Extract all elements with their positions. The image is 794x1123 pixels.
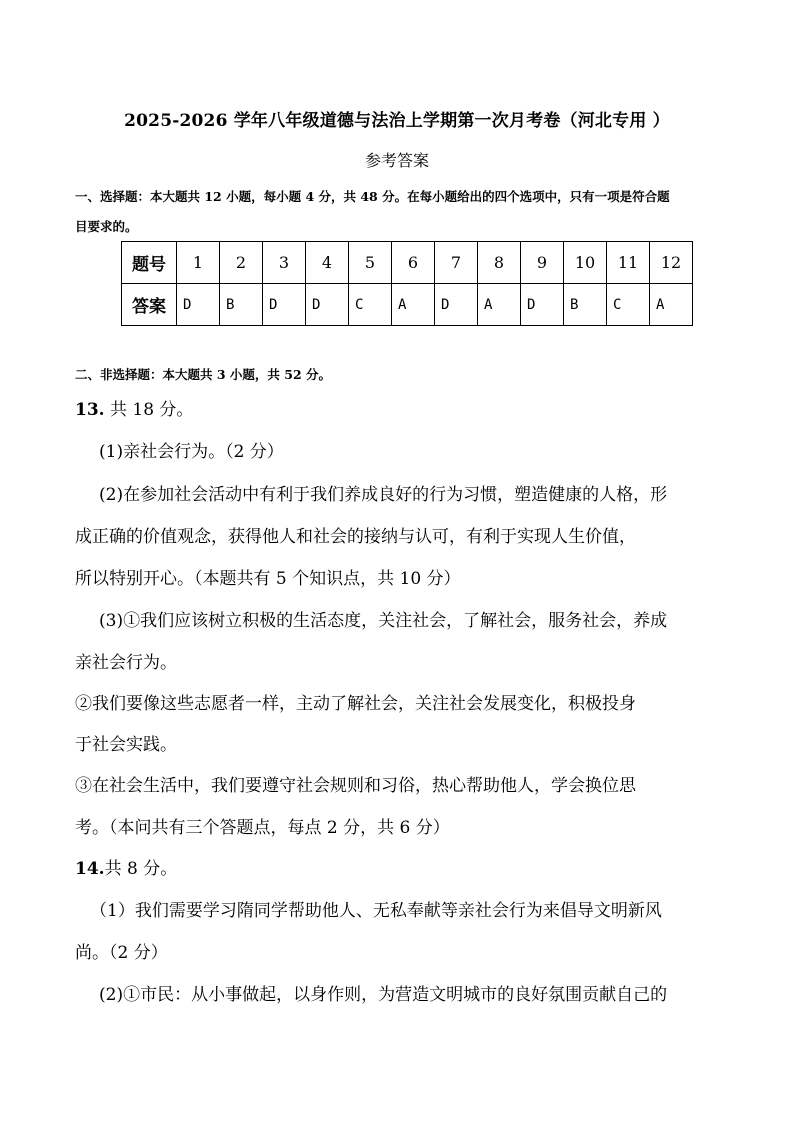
q14-part2-line1: (2)①市民：从小事做起，以身作则，为营造文明城市的良好氛围贡献自己的 — [99, 985, 668, 1005]
q13-part3-line2: 亲社会行为。 — [75, 653, 177, 673]
table-cell-number: 5 — [349, 242, 392, 284]
table-cell-answer: A — [478, 284, 521, 326]
table-cell-number: 4 — [306, 242, 349, 284]
q13-points: 共 18 分。 — [104, 400, 194, 420]
q13-part1: (1)亲社会行为。（2 分） — [99, 442, 284, 462]
table-header-answer: 答案 — [122, 284, 177, 326]
table-header-number: 题号 — [122, 242, 177, 284]
table-cell-number: 10 — [564, 242, 607, 284]
q14-part1-line2: 尚。（2 分） — [75, 943, 168, 963]
table-cell-answer: D — [306, 284, 349, 326]
q13-part2-line3: 所以特别开心。（本题共有 5 个知识点，共 10 分） — [75, 569, 461, 589]
answer-table-answers-row — [122, 284, 693, 326]
table-cell-answer: D — [263, 284, 306, 326]
page-title: 2025-2026 学年八年级道德与法治上学期第一次月考卷（河北专用 ） — [124, 111, 670, 131]
section-2-heading: 二、非选择题：本大题共 3 小题，共 52 分。 — [75, 367, 332, 382]
q13-heading — [75, 399, 735, 421]
table-cell-number: 8 — [478, 242, 521, 284]
q14-number: 14. — [75, 859, 105, 879]
table-cell-number: 2 — [220, 242, 263, 284]
q13-number: 13. — [75, 400, 105, 420]
answer-table — [121, 241, 693, 326]
answer-table-numbers-row — [122, 242, 693, 284]
q13-part2-line2: 成正确的价值观念，获得他人和社会的接纳与认可，有利于实现人生价值， — [75, 527, 636, 547]
page-subtitle: 参考答案 — [364, 151, 429, 170]
q13-part2-line1: (2)在参加社会活动中有利于我们养成良好的行为习惯，塑造健康的人格，形 — [99, 485, 668, 505]
q14-heading — [75, 858, 735, 880]
table-cell-number: 1 — [177, 242, 220, 284]
table-cell-answer: D — [435, 284, 478, 326]
q13-part3-line1: (3)①我们应该树立积极的生活态度，关注社会，了解社会，服务社会，养成 — [99, 611, 668, 631]
q13-point3-line1: ③在社会生活中，我们要遵守社会规则和习俗，热心帮助他人，学会换位思 — [75, 776, 636, 796]
q14-points: 共 8 分。 — [104, 859, 178, 879]
table-cell-answer: B — [564, 284, 607, 326]
table-cell-number: 9 — [521, 242, 564, 284]
table-cell-answer: D — [177, 284, 220, 326]
table-cell-number: 12 — [650, 242, 693, 284]
section-1-line-1: 一、选择题：本大题共 12 小题，每小题 4 分，共 48 分。在每小题给出的四个选项中，只有一项是符合题 — [75, 189, 670, 204]
table-cell-answer: D — [521, 284, 564, 326]
q13-point2-line1: ②我们要像这些志愿者一样，主动了解社会，关注社会发展变化，积极投身 — [75, 694, 636, 714]
table-cell-answer: B — [220, 284, 263, 326]
q14-part1-line1: （1）我们需要学习隋同学帮助他人、无私奉献等亲社会行为来倡导文明新风 — [90, 901, 662, 921]
table-cell-answer: C — [607, 284, 650, 326]
section-1-line-2: 目要求的。 — [75, 219, 138, 234]
section-1-heading — [75, 182, 725, 242]
table-cell-answer: A — [650, 284, 693, 326]
q13-point2-line2: 于社会实践。 — [75, 735, 177, 755]
table-cell-number: 11 — [607, 242, 650, 284]
table-cell-answer: C — [349, 284, 392, 326]
table-cell-number: 6 — [392, 242, 435, 284]
table-cell-number: 3 — [263, 242, 306, 284]
q13-point3-line2: 考。（本问共有三个答题点，每点 2 分，共 6 分） — [75, 818, 450, 838]
table-cell-answer: A — [392, 284, 435, 326]
table-cell-number: 7 — [435, 242, 478, 284]
